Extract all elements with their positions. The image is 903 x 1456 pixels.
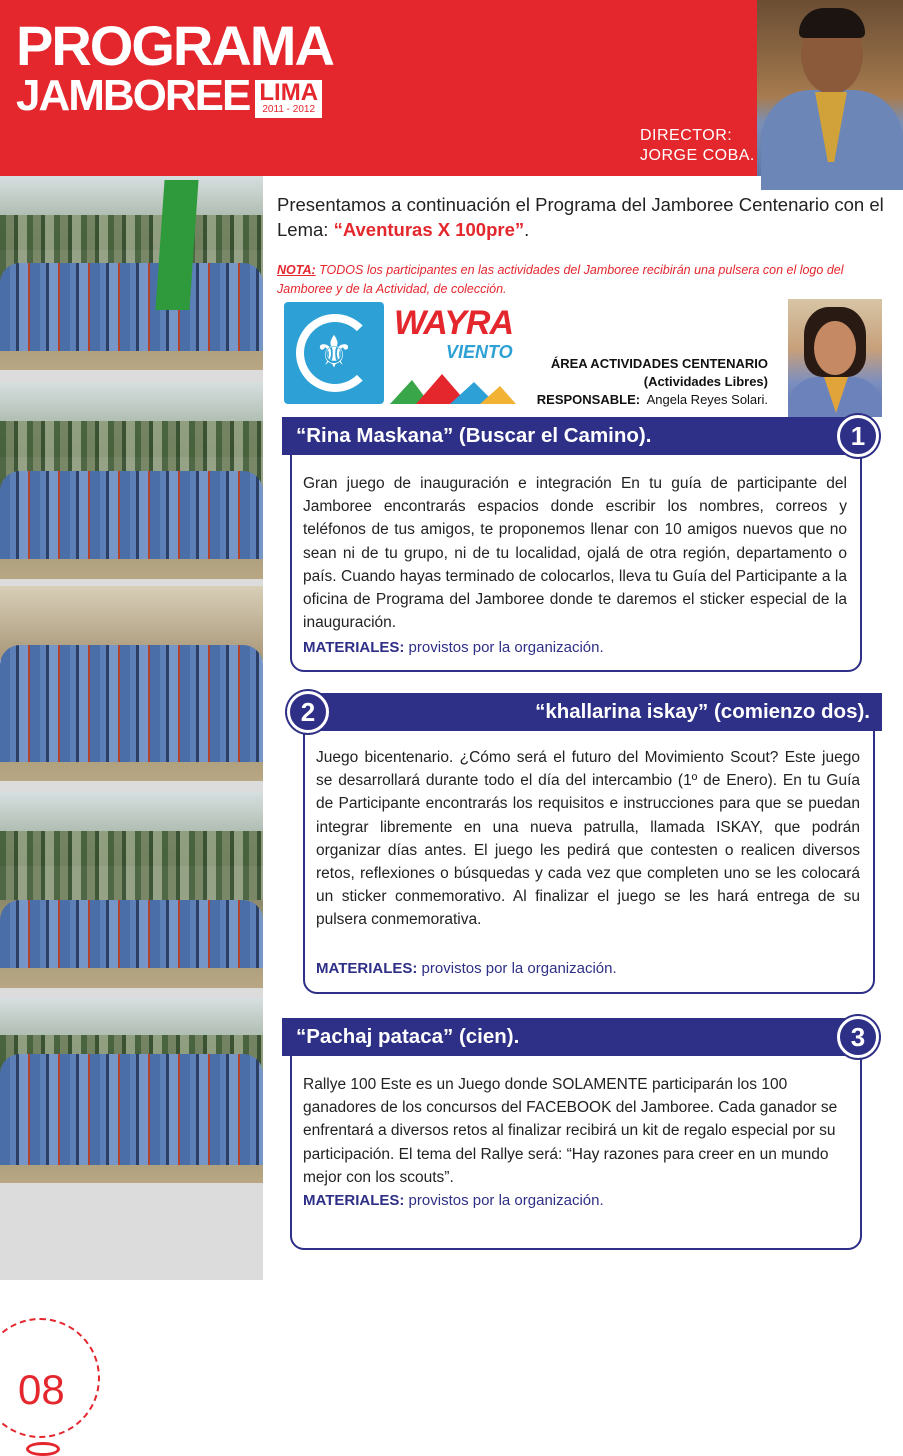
activity-2-number-badge: 2: [287, 691, 329, 733]
activity-3-materials: [303, 1190, 847, 1212]
activity-2-description: Juego bicentenario. ¿Cómo será el futuro del Movimiento Scout? Este juego se desarrollará durante todo el día del intercambio (1º de Enero). En tu Guía de Participante encontrarás los requisitos e instrucciones para que se puedan integrar libremente en una nueva patrulla, llamada ISKAY, que podrán organizar días antes. El juego les pedirá que contesten o realicen diversos retos, reflexiones o búsquedas y cada vez que completen uno se les colocará un sticker conmemorativo. Al finalizar el juego se les hará entrega de su pulsera conmemorativa.: [316, 749, 860, 929]
photo-strip: [0, 176, 263, 1413]
activity-3-number-badge: 3: [837, 1016, 879, 1058]
activity-1-description: Gran juego de inauguración e integración En tu guía de participante del Jamboree encontrarás espacios donde escribir los nombres, correos y teléfonos de tus amigos, te proponemos llenar con 10 amigos nuevos que no sean ni de tu grupo, ni de tu localidad, ojalá de otra región, departamento o país. Cuando hayas terminado de colocarlos, lleva tu Guía del Participante a la oficina de Programa del Jamboree donde te daremos el sticker especial de la inauguración.: [303, 475, 847, 632]
intro-paragraph: [277, 192, 887, 242]
activity-2-materials: [316, 958, 860, 980]
activity-3-materials-label: MATERIALES:: [303, 1192, 405, 1209]
activity-2-materials-text: provistos por la organización.: [417, 960, 617, 977]
knot-icon: [26, 1442, 60, 1456]
responsable-photo: [788, 299, 882, 411]
responsable-name: Angela Reyes Solari.: [646, 392, 768, 407]
activity-3-description: Rallye 100 Este es un Juego donde SOLAMENTE participarán los 100 ganadores de los concursos del FACEBOOK del Jamboree. Cada ganador se enfrentará a diversos retos al finalizar recibirá un kit de regalo especial por su participación. El tema del Rallye será: “Hay razones para creer en un mundo mejor con los scouts”.: [303, 1076, 838, 1186]
area-subtitle: (Actividades Libres): [643, 374, 768, 389]
director-photo: [757, 0, 903, 176]
page-number-badge: [0, 1306, 100, 1456]
activity-2-materials-label: MATERIALES:: [316, 960, 418, 977]
scout-photo-1: [0, 176, 263, 370]
intro-text: Presentamos a continuación el Programa del Jamboree Centenario con el Lema:: [277, 194, 884, 240]
scout-photo-5: [0, 998, 263, 1183]
scout-photo-4: [0, 792, 263, 988]
viento-logo-text: VIENTO: [446, 342, 513, 362]
logo-years-text: 2011 - 2012: [262, 104, 316, 115]
activity-2-title: “khallarina iskay” (comienzo dos).: [308, 693, 882, 731]
activity-1-materials-text: provistos por la organización.: [404, 639, 604, 656]
activity-3-materials-text: provistos por la organización.: [404, 1192, 604, 1209]
intro-lema: “Aventuras X 100pre”: [333, 219, 525, 240]
responsable-label: RESPONSABLE:: [536, 392, 641, 407]
logo-lima-text: LIMA: [259, 79, 319, 106]
activity-3-title: “Pachaj pataca” (cien).: [282, 1018, 857, 1056]
programa-jamboree-logo: [16, 14, 333, 120]
page-number: 08: [18, 1366, 65, 1413]
logo-lima-badge: [255, 80, 322, 118]
director-label: DIRECTOR:: [640, 127, 733, 144]
activity-1-materials: [303, 637, 847, 659]
wayra-logo-text: WAYRA: [394, 304, 514, 342]
activity-1-materials-label: MATERIALES:: [303, 639, 405, 656]
activity-1-number-badge: 1: [837, 415, 879, 457]
director-name: JORGE COBA.: [640, 147, 755, 164]
scout-photo-3: [0, 586, 263, 781]
nota-label: NOTA:: [277, 263, 316, 277]
activity-1-title: “Rina Maskana” (Buscar el Camino).: [282, 417, 857, 455]
page-header: [0, 0, 903, 176]
area-responsable-block: [470, 355, 768, 409]
logo-programa-text: PROGRAMA: [16, 14, 333, 77]
nota-paragraph: [277, 261, 887, 299]
fleur-de-lis-icon: ⚜: [314, 328, 354, 377]
scout-photo-2: [0, 382, 263, 579]
intro-end: .: [524, 219, 530, 240]
director-caption: [640, 126, 755, 166]
logo-jamboree-text: JAMBOREE: [16, 71, 250, 120]
scout-emblem-logo: [284, 302, 384, 404]
area-title: ÁREA ACTIVIDADES CENTENARIO: [550, 356, 768, 371]
nota-text: TODOS los participantes en las actividades del Jamboree recibirán una pulsera con el logo del Jamboree y de la Actividad, de colección.: [277, 263, 844, 296]
